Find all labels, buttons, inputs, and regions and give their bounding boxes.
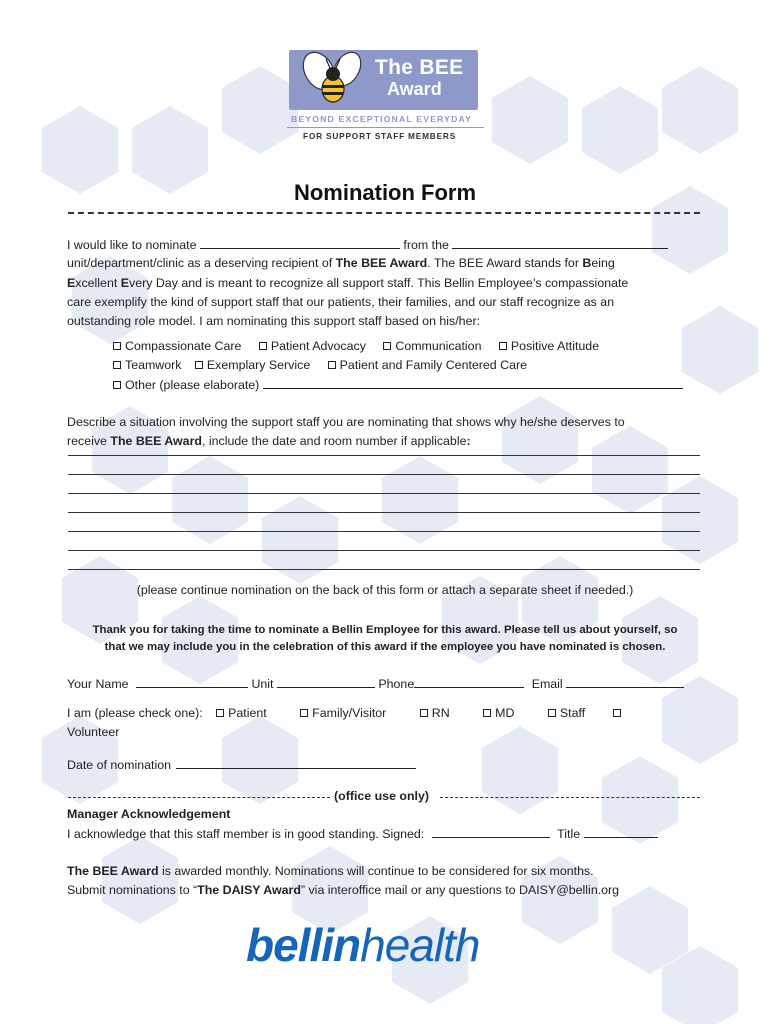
signature-field[interactable]	[432, 826, 550, 838]
quality-option[interactable]	[383, 339, 481, 353]
checkbox-icon[interactable]	[383, 342, 391, 350]
role-option-md[interactable]	[483, 706, 514, 720]
nominate-label: I would like to nominate	[67, 238, 197, 252]
describe-text: , include the date and room number if applicable	[201, 434, 467, 448]
hexagon-shape	[682, 306, 758, 394]
description-line[interactable]	[68, 531, 700, 532]
checkbox-icon[interactable]	[113, 342, 121, 350]
title-field[interactable]	[584, 826, 658, 838]
email-label: Email	[531, 677, 563, 691]
hexagon-shape	[262, 496, 338, 584]
role-option-rn[interactable]	[420, 706, 450, 720]
date-label: Date of nomination	[67, 758, 172, 772]
describe-line-2	[67, 434, 471, 448]
quality-label: Patient Advocacy	[270, 339, 366, 353]
other-elaborate-field[interactable]	[263, 377, 683, 389]
role-option-label: RN	[431, 706, 450, 720]
role-option-label: Patient	[228, 706, 267, 720]
intro-line-5: outstanding role model. I am nominating this support staff based on his/her:	[67, 314, 481, 328]
thank-you-line: that we may include you in the celebration of this award if the employee you have nominated is chosen.	[104, 641, 666, 653]
your-name-field[interactable]	[136, 676, 248, 688]
continue-note: (please continue nomination on the back of this form or attach a separate sheet if needed.)	[136, 583, 634, 597]
description-line[interactable]	[68, 550, 700, 551]
role-option-volunteer: Volunteer	[67, 725, 120, 739]
role-option-patient[interactable]	[216, 706, 267, 720]
checkbox-icon[interactable]	[420, 709, 428, 717]
quality-option[interactable]	[499, 339, 599, 353]
checkbox-icon[interactable]	[548, 709, 556, 717]
role-option-label: Staff	[559, 706, 586, 720]
logo-subtagline: FOR SUPPORT STAFF MEMBERS	[303, 131, 457, 141]
hexagon-shape	[662, 66, 738, 154]
ack-row	[67, 826, 658, 841]
role-option-staff[interactable]	[548, 706, 585, 720]
from-label: from the	[403, 238, 449, 252]
office-use-divider	[68, 789, 700, 805]
phone-label: Phone	[378, 677, 415, 691]
hexagon-shape	[102, 836, 178, 924]
dashed-divider	[68, 797, 330, 798]
hexagon-shape	[592, 426, 668, 514]
role-label: I am (please check one):	[67, 706, 203, 720]
date-row	[67, 757, 416, 772]
logo-title-line2: Award	[387, 79, 442, 99]
unit-field[interactable]	[277, 676, 375, 688]
hexagon-shape	[492, 76, 568, 164]
quality-label: Compassionate Care	[125, 339, 242, 353]
hexagon-shape	[582, 86, 658, 174]
intro-award-name: The BEE Award	[335, 256, 428, 270]
intro-acronym-letter: E	[120, 276, 129, 290]
intro-text: . The BEE Award stands for	[427, 256, 583, 270]
nominee-unit-field[interactable]	[452, 237, 668, 249]
description-line[interactable]	[68, 474, 700, 475]
intro-line-4: care exemplify the kind of support staff that our patients, their families, and our staff recognize as an	[67, 295, 615, 309]
checkbox-icon[interactable]	[113, 381, 121, 389]
checkbox-icon[interactable]	[483, 709, 491, 717]
intro-text: eing	[591, 256, 615, 270]
describe-line-1: Describe a situation involving the support staff you are nominating that shows why he/she deserves to	[67, 415, 625, 429]
ack-label: I acknowledge that this staff member is in good standing. Signed:	[67, 827, 425, 841]
brand-part-health: health	[360, 919, 480, 971]
intro-line-3	[67, 276, 628, 290]
intro-acronym-letter: E	[67, 276, 76, 290]
footer-award-name: The BEE Award	[67, 864, 159, 878]
description-line[interactable]	[68, 493, 700, 494]
quality-option[interactable]	[113, 339, 241, 353]
describe-colon: :	[466, 434, 471, 448]
quality-label: Exemplary Service	[206, 358, 311, 372]
quality-label: Communication	[395, 339, 482, 353]
footer-text: ” via interoffice mail or any questions to DAISY@bellin.org	[300, 883, 620, 897]
quality-label: Other (please elaborate)	[125, 378, 260, 392]
footer-line-1	[67, 864, 594, 878]
nominee-name-field[interactable]	[200, 237, 400, 249]
checkbox-icon[interactable]	[499, 342, 507, 350]
quality-option[interactable]	[195, 358, 310, 372]
footer-text: is awarded monthly. Nominations will continue to be considered for six months.	[158, 864, 594, 878]
describe-text: receive	[67, 434, 111, 448]
quality-label: Positive Attitude	[510, 339, 600, 353]
quality-label: Teamwork	[125, 358, 182, 372]
checkbox-icon[interactable]	[216, 709, 224, 717]
unit-label: Unit	[251, 677, 274, 691]
qualities-other-row	[113, 377, 683, 392]
thank-you-note	[60, 622, 710, 656]
quality-option[interactable]	[113, 358, 181, 372]
manager-ack-heading: Manager Acknowledgement	[67, 807, 231, 821]
quality-label: Patient and Family Centered Care	[339, 358, 528, 372]
footer-daisy-name: The DAISY Award	[197, 883, 301, 897]
form-title: Nomination Form	[293, 180, 477, 205]
logo-title-line1: The BEE	[375, 56, 464, 79]
footer-line-2	[67, 883, 619, 897]
hexagon-shape	[502, 396, 578, 484]
your-name-label: Your Name	[67, 677, 129, 691]
intro-text: unit/department/clinic as a deserving recipient of	[67, 256, 336, 270]
role-row	[67, 706, 625, 720]
checkbox-icon[interactable]	[113, 361, 121, 369]
description-line[interactable]	[68, 455, 700, 456]
intro-line-2	[67, 256, 615, 270]
description-line[interactable]	[68, 569, 700, 570]
checkbox-icon[interactable]	[259, 342, 267, 350]
intro-acronym-letter: B	[582, 256, 592, 270]
role-option-label: MD	[495, 706, 515, 720]
description-line[interactable]	[68, 512, 700, 513]
dashed-divider	[440, 797, 700, 798]
qualities-row-1	[113, 339, 599, 353]
intro-text: xcellent	[75, 276, 121, 290]
thank-you-line: Thank you for taking the time to nominate a Bellin Employee for this award. Please tell us about yourself, so	[92, 624, 678, 636]
bellin-health-logo	[246, 918, 479, 972]
date-field[interactable]	[176, 757, 416, 769]
logo-tagline: BEYOND EXCEPTIONAL EVERYDAY	[291, 114, 473, 124]
footer-text: Submit nominations to “	[67, 883, 198, 897]
checkbox-icon[interactable]	[195, 361, 203, 369]
title-label: Title	[557, 827, 581, 841]
email-field[interactable]	[566, 676, 684, 688]
logo-divider	[287, 127, 484, 128]
qualities-row-2	[113, 358, 527, 372]
phone-field[interactable]	[414, 676, 524, 688]
quality-option-other[interactable]	[113, 378, 259, 392]
nominee-line	[67, 237, 668, 252]
intro-text: very Day and is meant to recognize all support staff. This Bellin Employee’s compassionate	[129, 276, 629, 290]
bee-icon	[293, 49, 373, 111]
bee-award-logo	[287, 47, 484, 149]
nominator-info-row	[67, 676, 684, 691]
checkbox-icon[interactable]	[300, 709, 308, 717]
checkbox-icon[interactable]	[613, 709, 621, 717]
office-use-label: (office use only)	[334, 789, 430, 803]
role-option-family[interactable]	[300, 706, 386, 720]
quality-option[interactable]	[259, 339, 366, 353]
checkbox-icon[interactable]	[328, 361, 336, 369]
role-option-label: Family/Visitor	[312, 706, 387, 720]
describe-award-name: The BEE Award	[110, 434, 202, 448]
brand-part-bellin: bellin	[246, 919, 361, 971]
quality-option[interactable]	[328, 358, 527, 372]
dashed-divider	[68, 212, 700, 214]
